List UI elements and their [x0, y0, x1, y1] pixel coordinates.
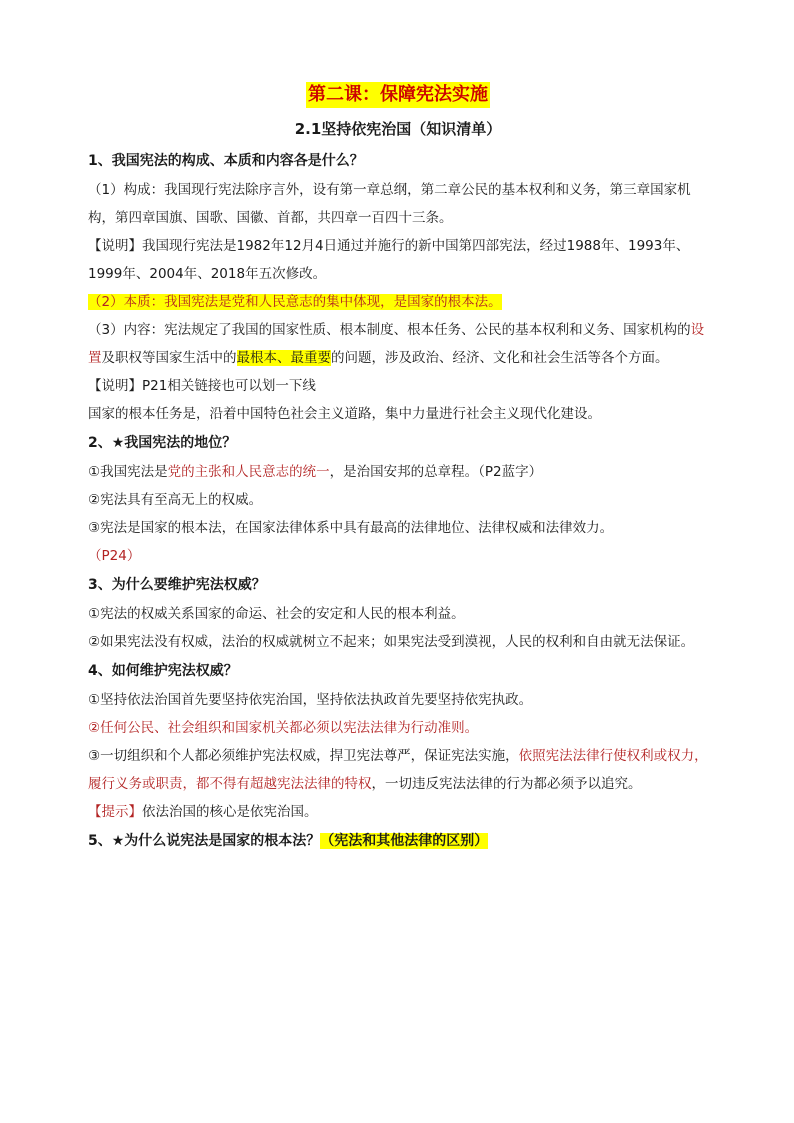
question-2-heading: 2、★我国宪法的地位？: [88, 435, 237, 451]
section-subtitle: 2.1坚持依宪治国（知识清单）: [294, 120, 502, 138]
lesson-title: 第二课：保障宪法实施: [88, 82, 708, 108]
q2-item-3: ③宪法是国家的根本法，在国家法律体系中具有最高的法律地位、法律权威和法律效力。: [88, 520, 614, 536]
q4-tip: 【提示】依法治国的核心是依宪治国。: [88, 804, 318, 820]
q4-item-3: ③一切组织和个人都必须维护宪法权威，捍卫宪法尊严，保证宪法实施，依照宪法法律行使权利或权力，履行义务或职责，都不得有超越宪法法律的特权，一切违反宪法法律的行为都必须予以追究。: [88, 748, 708, 792]
q2-page-ref: （P24）: [88, 548, 141, 564]
question-5-heading: 5、★为什么说宪法是国家的根本法？（宪法和其他法律的区别）: [88, 833, 489, 849]
q2-item-2: ②宪法具有至高无上的权威。: [88, 492, 263, 508]
q4-item-2: ②任何公民、社会组织和国家机关都必须以宪法法律为行动准则。: [88, 720, 479, 736]
q1-composition: （1）构成：我国现行宪法除序言外，设有第一章总纲，第二章公民的基本权利和义务，第三章国家机构，第四章国旗、国歌、国徽、首都，共四章一百四十三条。: [88, 182, 691, 226]
q2-item-1: ①我国宪法是党的主张和人民意志的统一，是治国安邦的总章程。（P2蓝字）: [88, 464, 543, 480]
q3-item-1: ①宪法的权威关系国家的命运、社会的安定和人民的根本利益。: [88, 606, 465, 622]
q1-content: （3）内容：宪法规定了我国的国家性质、根本制度、根本任务、公民的基本权利和义务、国家机构的设置及职权等国家生活中的最根本、最重要的问题，涉及政治、经济、文化和社会生活等各个方面。: [88, 322, 705, 366]
q1-note: 【说明】我国现行宪法是1982年12月4日通过并施行的新中国第四部宪法，经过1988年、1993年、1999年、2004年、2018年五次修改。: [88, 238, 690, 282]
question-1-heading: 1、我国宪法的构成、本质和内容各是什么？: [88, 153, 364, 169]
document-page: [88, 82, 708, 856]
q3-item-2: ②如果宪法没有权威，法治的权威就树立不起来；如果宪法受到漠视，人民的权利和自由就无法保证。: [88, 634, 695, 650]
q4-item-1: ①坚持依法治国首先要坚持依宪治国，坚持依法执政首先要坚持依宪执政。: [88, 692, 533, 708]
question-4-heading: 4、如何维护宪法权威？: [88, 663, 238, 679]
q1-task: 国家的根本任务是，沿着中国特色社会主义道路，集中力量进行社会主义现代化建设。: [88, 406, 601, 422]
question-3-heading: 3、为什么要维护宪法权威？: [88, 577, 266, 593]
q1-essence: （2）本质：我国宪法是党和人民意志的集中体现，是国家的根本法。: [88, 294, 502, 310]
q1-note-2: 【说明】P21相关链接也可以划一下线: [88, 378, 316, 394]
